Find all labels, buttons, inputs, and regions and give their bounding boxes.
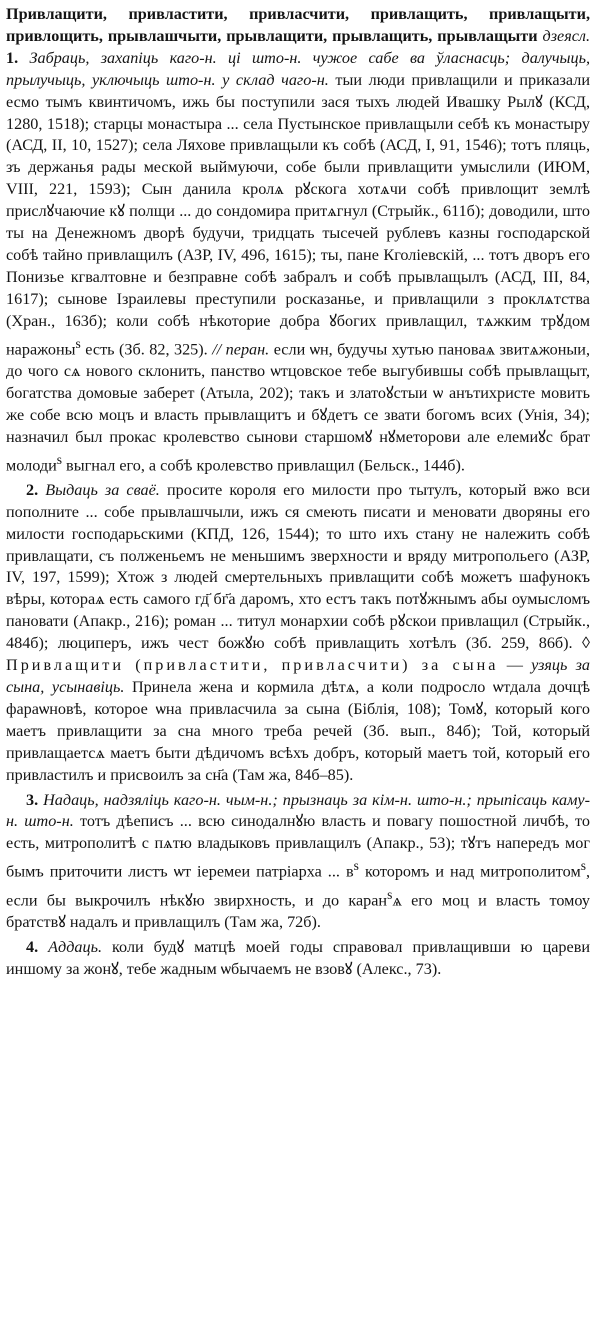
citation-text: выгнал его, а собѣ кролевство привлащил (Бельск., 144б). [62,455,465,474]
figurative-marker: // перан. [212,339,270,358]
citation-text: есть (Зб. 82, 325). [80,339,208,358]
sense-definition: Надаць, надзяліць каго-н. чым-н.; прызнаць за кім-н. што-н.; прыпісаць каму-н. што-н. [6,790,590,831]
superscript-mark: s [387,886,393,902]
entry-sense-1 [6,4,590,477]
citation-text: ѧ его моц и власть томоу братствꙋ надалъ и привлащилъ (Там жа, 72б). [6,890,590,931]
dash: — [506,656,523,675]
entry-sense-2 [6,480,590,787]
phrase-definition: узяць за сына, усынавіць. [6,656,591,696]
superscript-mark: s [75,335,81,351]
citation-text: просите короля его милости про тытулъ, который вжо вси пополните ... собе прывлашчыли, ижъ ся смеють писати и меновати дворяны его милости господарьскими (КПД, 126, 1544); то што ихъ стану не належить собѣ привлащати, съ полженьемъ не меньшимъ зверхности и вряду митропольего (АЗР, IV, 197, 1599); Хтож з людей смертельныхъ привлащити собѣ можетъ шафунокъ вѣры, котораѧ есть самого гд҃ бг҃а даромъ, хто естъ такъ потꙋжнымъ абы оумысломъ пановати (Апакр., 216); роман ... титул монархии собѣ рꙋскои привлащил (Стрыйк., 484б); люциперъ, ижъ чест божꙋю собѣ привлащить хотѣлъ (Зб. 259, 86б). [6,480,591,653]
phrase-diamond-icon: ◊ [582,634,590,653]
sense-number: 1. [6,48,19,67]
sense-number: 2. [26,480,39,499]
superscript-mark: s [353,858,359,874]
sense-definition: Аддаць. [48,937,103,956]
citation-text: коли будꙋ матцѣ моей годы справовал привлащивши ю цареви иншому за жонꙋ, тебе жадным ѡбычаемъ не взовꙋ (Алекс., 73). [6,937,591,978]
entry-sense-4 [6,937,590,981]
citation-text: которомъ и над митрополитом [358,862,581,881]
entry-sense-3 [6,790,590,934]
superscript-mark: s [56,451,62,467]
superscript-mark: s [580,858,586,874]
sense-definition: Забраць, захапіць каго-н. ці што-н. чужое сабе ва ўласнасць; далучыць, прылучыць, уключыць што-н. у склад чаго-н. [6,48,591,89]
citation-text: тотъ дѣеписъ ... всю синодалнꙋю власть и повагу пошостной личбѣ, то есть, митрополитѣ с пѧтю владыковъ привлащилъ (Апакр., 53); тꙋтъ напередъ мог бымъ приточити листъ ѡт іеремеи патріарха ... в [6,812,591,881]
part-of-speech: дзеясл. [542,26,591,45]
sense-number: 3. [26,790,39,809]
entry-headword: Привлащити, привластити, привласчити, привлащить, привлащыти, привлощить, прывлашчыти, прывлащити, прывлащить, прывлащыти [6,5,590,45]
sense-number: 4. [26,937,39,956]
phraseological-unit: Привлащити (привластити, привласчити) за сына [6,656,499,675]
citation-text: тыи люди привлащили и приказали есмо тымъ квинтичомъ, ижь бы поступили зася тыхъ людей Ивашку Рылꙋ (КСД, 1280, 1518); старцы монастыра ... села Пустынское привлащыли себѣ къ монастыру (АСД, II, 10, 1527); села Ляхове привлащыли къ собѣ (АСД, I, 91, 1546); тотъ пляць, зъ держанья рады меской выймуючи, собе были привлащити умыслили (ИЮМ, VIII, 221, 1593); Сын данила кролѧ рꙋскога хотѧчи собѣ привлощит землѣ прислꙋчаючие кꙋ полщи ... до сондомира притѧгнул (Стрыйк., 611б); доводили, што ты на Денежномъ дворѣ будучи, тридцать тысечей рублевъ казны господарской собѣ тайно привлащилъ (АЗР, IV, 496, 1615); ты, пане Кголіевскій, ... тотъ дворъ его Понизье кгвалтовне и безправне собѣ забралъ и собѣ прывлащылъ (АСД, III, 84, 1617); сынове Ізраилевы преступили росказанье, и привлащили з проклѧтства (Хран., 163б); коли собѣ нѣкоторие добра ꙋбогих привлащил, тѧжким трꙋдом наражоны [6,70,590,358]
citation-text: если ѡн, будучы хутью пановаѧ звитѧжоныи, до чого сѧ нового склонить, панство ѡтцовское тебе выгубившы собѣ прывлащыт, богатства домовые заберет (Атыла, 202); такъ и златоꙋстыи ѡ анътихристе мовить же собе всю моцъ и власть прывлащитъ и бꙋдетъ се звати богомъ всих (Унія, 34); назначил был прокас кролевство сынови старшомꙋ нꙋметорови але елемиꙋс брат молоди [6,339,590,474]
sense-definition: Выдаць за сваё. [45,480,160,499]
citation-text: Принела жена и кормила дѣтѧ, а коли подросло ѡтдала дочцѣ фараѡновѣ, которое ѡна привлaсчила за сына (Біблія, 108); Томꙋ, который кого маетъ привлащити за сна много треба речей (Зб. вып., 84б); Той, который привлащаетсѧ маетъ быти дѣдичомъ всѣхъ добръ, который маетъ той, который его привластилъ и присвоилъ за сн҃а (Там жа, 84б–85). [6,677,590,784]
citation-text: , если бы выкрочилъ нѣкꙋю звирхность, и до каран [6,862,591,909]
